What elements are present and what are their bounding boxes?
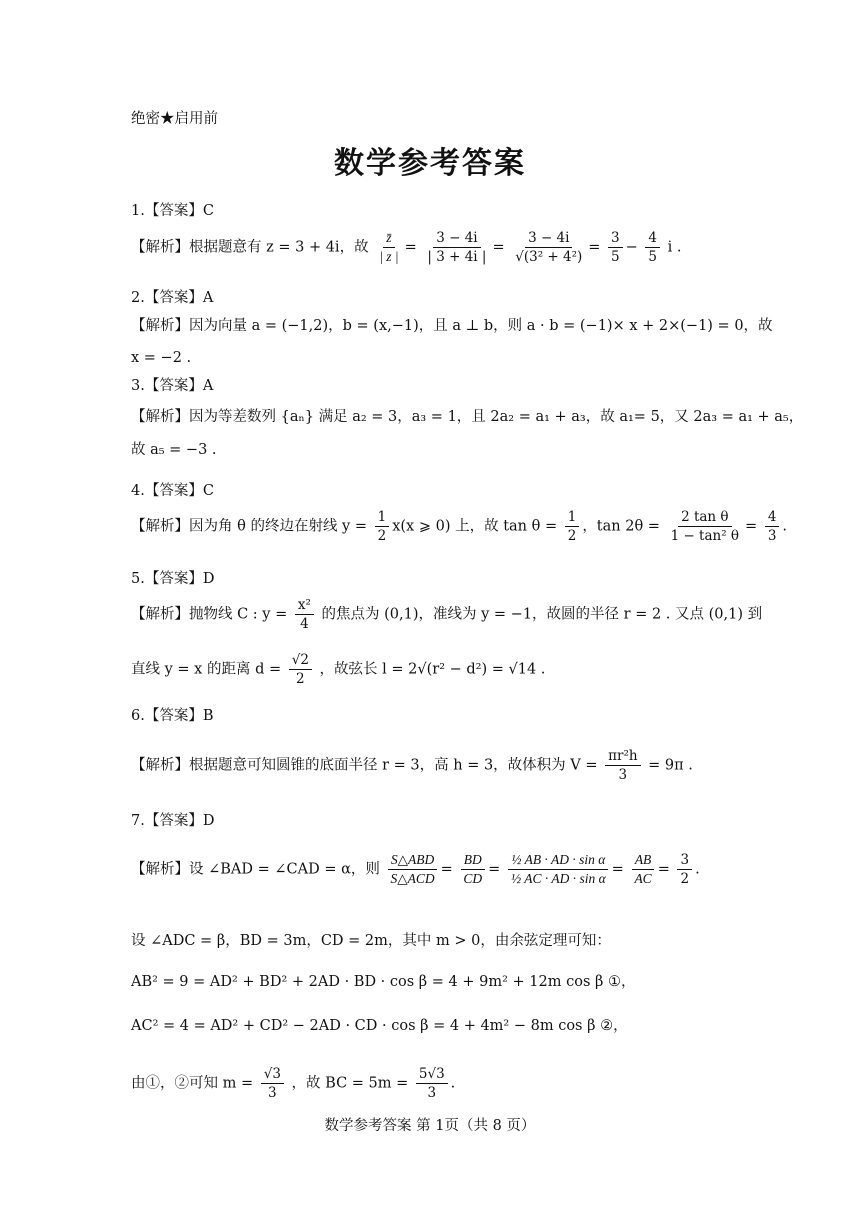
confidential-mark: 绝密★启用前 xyxy=(131,111,218,127)
q5-frac-1: $\frac{\text{x²}}{4}$ xyxy=(295,597,314,632)
q1-answer: 1.【答案】C xyxy=(131,203,214,219)
q7-answer: 7.【答案】D xyxy=(131,813,215,829)
q6-frac-1: $\frac{\text{πr²h}}{3}$ xyxy=(605,748,640,783)
q4-explanation: 【解析】因为角 θ 的终边在射线 y = $\frac{1}{2}$ x(x ⩾ 0) 上，故 tan θ = $\frac{1}{2}$ ，tan 2θ = $\frac{\text{2 tan θ}}{\text{1 − tan² θ}}$ = $\frac{4}{3}$ . xyxy=(131,509,788,545)
q7-frac-4: $\frac{AB}{AC}$ xyxy=(631,852,654,887)
q6-explanation: 【解析】根据题意可知圆锥的底面半径 r = 3，高 h = 3，故体积为 V = $\frac{\text{πr²h}}{3}$ = 9π . xyxy=(131,748,693,784)
q1-frac-2: $\frac{3 - 4i}{| 3 + 4i |}$ xyxy=(427,230,487,266)
q1-frac-1: $\frac{z̄}{| z |}$ xyxy=(379,230,399,265)
q5-answer: 5.【答案】D xyxy=(131,571,215,587)
q1-frac-5: $\frac{4}{5}$ xyxy=(645,230,660,265)
q4-frac-2: $\frac{1}{2}$ xyxy=(565,509,580,544)
q1-explanation: 【解析】根据题意有 z = 3 + 4i，故 $\frac{z̄}{| z |}$ = $\frac{3 - 4i}{| 3 + 4i |}$ = $\frac{3 - 4i}{\text{√(3² + 4²)}}$ = $\frac{3}{5}$ − $\frac{4}{5}$ i . xyxy=(131,230,682,266)
q7-explanation-line1: 【解析】设 ∠BAD = ∠CAD = α，则 $\frac{\text{S△ABD}}{\text{S△ACD}}$ = $\frac{BD}{CD}$ = $\frac{\text{½ AB · AD · sin α}}{\text{½ AC · AD · sin α}}$ = $\frac{AB}{AC}$ = $\frac{3}{2}$ . xyxy=(131,852,700,888)
q7-frac-1: $\frac{\text{S△ABD}}{\text{S△ACD}}$ xyxy=(388,852,438,887)
q2-answer: 2.【答案】A xyxy=(131,290,214,306)
q4-frac-1: $\frac{1}{2}$ xyxy=(375,509,390,544)
q3-answer: 3.【答案】A xyxy=(131,378,214,394)
q4-frac-4: $\frac{4}{3}$ xyxy=(765,509,780,544)
q7-frac-2: $\frac{BD}{CD}$ xyxy=(460,852,485,887)
q3-explanation-line2: 故 a₅ = −3 . xyxy=(131,442,217,458)
q7-frac-5: $\frac{3}{2}$ xyxy=(677,852,692,887)
q7-explanation-line2: 设 ∠ADC = β，BD = 3m，CD = 2m，其中 m > 0，由余弦定理可知： xyxy=(131,933,611,949)
q6-answer: 6.【答案】B xyxy=(131,708,214,724)
q7-explanation-line5: 由①，②可知 m = $\frac{√3}{3}$ ，故 BC = 5m = $\frac{5√3}{3}$ . xyxy=(131,1066,456,1102)
q2-explanation-line2: x = −2 . xyxy=(131,350,192,366)
page-title: 数学参考答案 xyxy=(334,146,526,181)
q5-explanation-line2: 直线 y = x 的距离 d = $\frac{√2}{2}$ ，故弦长 l = 2√(r² − d²) = √14 . xyxy=(131,652,546,688)
q4-frac-3: $\frac{\text{2 tan θ}}{\text{1 − tan² θ}}$ xyxy=(670,509,740,545)
q7-frac-7: $\frac{5√3}{3}$ xyxy=(416,1066,448,1101)
q2-explanation-line1: 【解析】因为向量 a = (−1,2)，b = (x,−1)，且 a ⊥ b，则 a · b = (−1)× x + 2×(−1) = 0，故 xyxy=(131,318,773,334)
q1-frac-4: $\frac{3}{5}$ xyxy=(608,230,623,265)
q7-explanation-line3: AB² = 9 = AD² + BD² + 2AD · BD · cos β = 4 + 9m² + 12m cos β ①， xyxy=(131,974,636,990)
q7-frac-6: $\frac{√3}{3}$ xyxy=(261,1066,284,1101)
page-footer: 数学参考答案 第 1页（共 8 页） xyxy=(324,1118,536,1134)
q1-frac-3: $\frac{3 - 4i}{\text{√(3² + 4²)}}$ xyxy=(515,230,583,266)
q7-explanation-line4: AC² = 4 = AD² + CD² − 2AD · CD · cos β = 4 + 4m² − 8m cos β ②， xyxy=(131,1018,628,1034)
q7-frac-3: $\frac{\text{½ AB · AD · sin α}}{\text{½ AC · AD · sin α}}$ xyxy=(508,852,609,887)
q5-frac-2: $\frac{√2}{2}$ xyxy=(289,652,312,687)
q1-exp-text: 【解析】根据题意有 z = 3 + 4i，故 xyxy=(131,239,369,256)
q4-answer: 4.【答案】C xyxy=(131,483,214,499)
q5-explanation-line1: 【解析】抛物线 C : y = $\frac{\text{x²}}{4}$ 的焦点为 (0,1)，准线为 y = −1，故圆的半径 r = 2 . 又点 (0,1) 到 xyxy=(131,597,763,633)
q3-explanation-line1: 【解析】因为等差数列 {aₙ} 满足 a₂ = 3，a₃ = 1，且 2a₂ = a₁ + a₃，故 a₁= 5，又 2a₃ = a₁ + a₅， xyxy=(131,409,804,425)
